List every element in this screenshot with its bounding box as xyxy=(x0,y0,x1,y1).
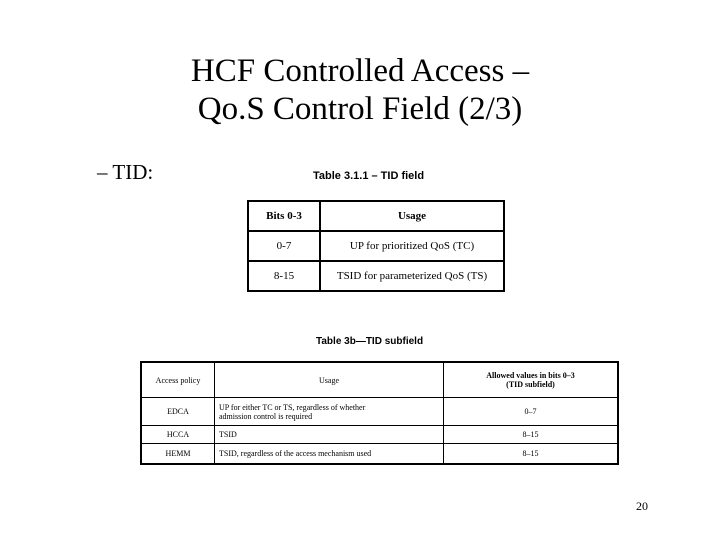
table-header-cell xyxy=(444,362,619,398)
table-cell xyxy=(215,398,444,426)
table-cell: UP for prioritized QoS (TC) xyxy=(320,231,504,261)
table-cell: 8–15 xyxy=(444,426,619,444)
table-header-row xyxy=(248,201,504,231)
table-cell: TSID xyxy=(215,426,444,444)
title-line-1: HCF Controlled Access – xyxy=(190,53,530,89)
table-cell: 0-7 xyxy=(248,231,320,261)
table-header-cell: Usage xyxy=(215,362,444,398)
table-header-row xyxy=(141,362,618,398)
cell-line: admission control is required xyxy=(219,411,313,421)
slide-title xyxy=(0,52,720,128)
table-cell: HEMM xyxy=(141,444,215,465)
table-cell: 0–7 xyxy=(444,398,619,426)
title-line-2: Qo.S Control Field (2/3) xyxy=(197,91,523,127)
header-line: Allowed values in bits 0–3 xyxy=(486,371,575,380)
table2-caption: Table 3b—TID subfield xyxy=(316,336,424,347)
table-row xyxy=(141,444,618,465)
page-number: 20 xyxy=(636,499,648,513)
table-header-cell: Usage xyxy=(320,201,504,231)
cell-line: UP for either TC or TS, regardless of whether xyxy=(219,402,366,412)
table-row xyxy=(141,398,618,426)
tid-subfield-table xyxy=(140,361,619,465)
table-cell: EDCA xyxy=(141,398,215,426)
table-header-cell: Bits 0-3 xyxy=(248,201,320,231)
header-line: (TID subfield) xyxy=(506,380,555,389)
table-header-cell: Access policy xyxy=(141,362,215,398)
tid-bullet: – TID: xyxy=(97,160,154,184)
table-row xyxy=(248,261,504,291)
table-cell: 8-15 xyxy=(248,261,320,291)
table-cell: TSID for parameterized QoS (TS) xyxy=(320,261,504,291)
table-cell: HCCA xyxy=(141,426,215,444)
table-cell: 8–15 xyxy=(444,444,619,465)
tid-field-table xyxy=(247,200,505,292)
table1-caption: Table 3.1.1 – TID field xyxy=(313,170,425,182)
table-cell: TSID, regardless of the access mechanism used xyxy=(215,444,444,465)
table-row xyxy=(248,231,504,261)
table-row xyxy=(141,426,618,444)
